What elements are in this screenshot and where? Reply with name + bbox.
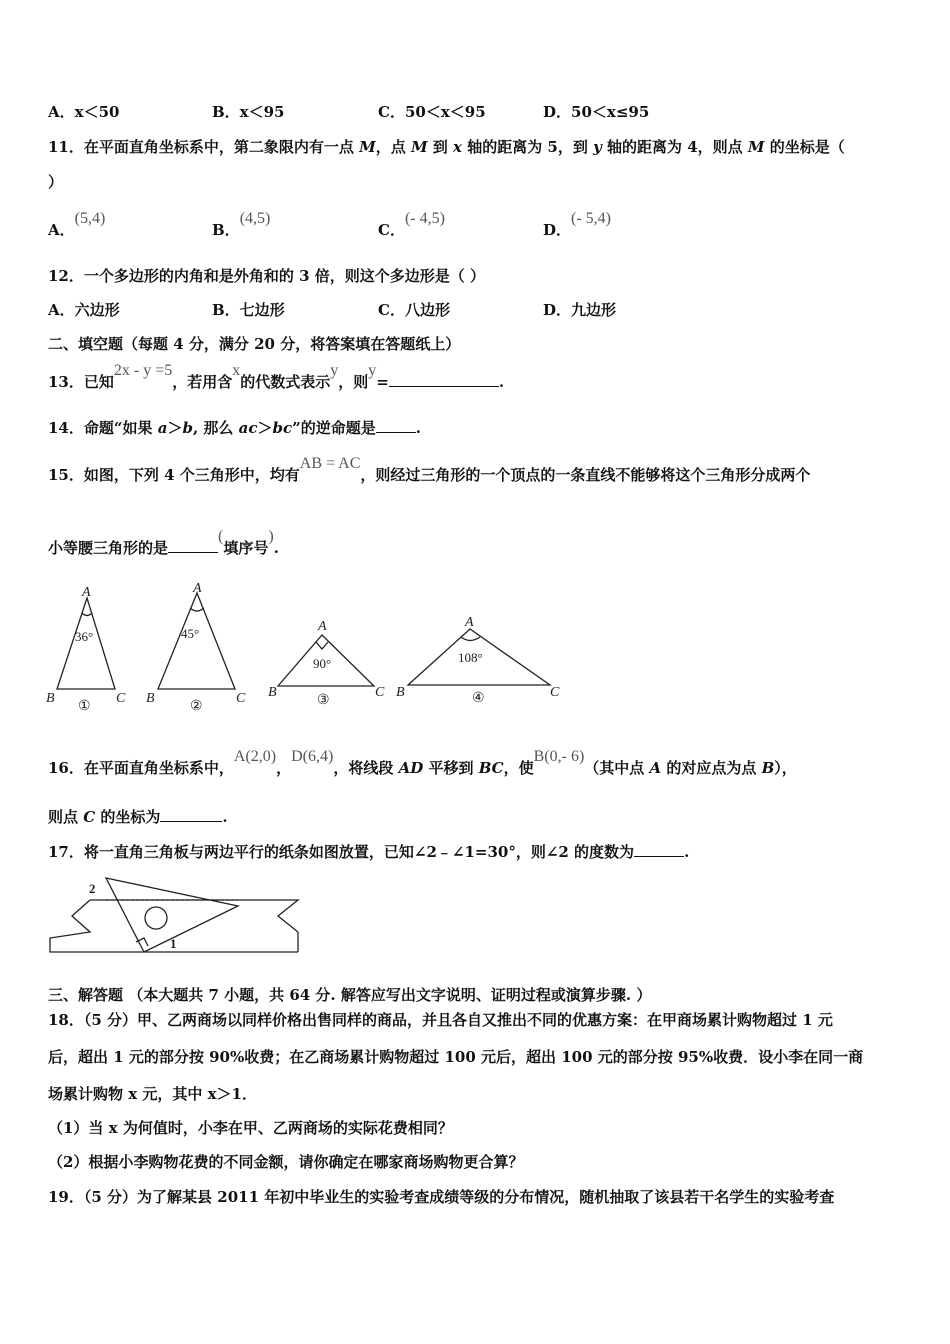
section-3-heading: 三、解答题 （本大题共 7 小题，共 64 分. 解答应写出文字说明、证明过程或演算步骤. ） [48,986,652,1004]
q12-stem: 12．一个多边形的内角和是外角和的 3 倍，则这个多边形是（ ） [48,267,485,285]
q16-answer-blank [160,807,222,822]
q18-part2: （2）根据小李购物花费的不同金额，请你确定在哪家商场购物更合算？ [48,1153,524,1171]
angle-2-label: 2 [89,881,96,896]
q10-option-a: A．x＜50 [48,103,120,121]
q12-option-c: C．八边形 [378,301,450,319]
q14-stem: 14．命题“如果 a＞b, 那么 ac＞bc”的逆命题是 . [48,419,422,437]
q18-stem-line2: 后，超出 1 元的部分按 90%收费；在乙商场累计购物超过 100 元后，超出 100 元的部分按 95%收费．设小李在同一商 [48,1048,864,1066]
q10-option-b: B．x＜95 [212,103,285,121]
q15-stem-line2: 小等腰三角形的是(填序号). [48,528,279,557]
t2-apex: A [193,581,202,596]
q18-stem-line1: 18．（5 分）甲、乙两商场以同样价格出售同样的商品，并且各自又推出不同的优惠方案：在甲商场累计购物超过 1 元 [48,1011,833,1029]
q10-option-c: C．50＜x＜95 [378,103,486,121]
t3-b: B [268,685,277,700]
q11-option-d: D．(- 5,4) [543,210,611,239]
q12-option-a: A．六边形 [48,301,120,319]
q11-stem-close: ） [48,173,64,191]
t4-apex: A [465,615,474,630]
q12-option-b: B．七边形 [212,301,285,319]
q16-stem-line2: 则点 C 的坐标为 . [48,808,228,826]
t4-c: C [550,685,560,700]
q15-answer-blank [168,538,218,553]
q13-stem: 13．已知2x - y =5，若用含x的代数式表示y，则y= . [48,362,505,391]
t4-b: B [396,685,405,700]
q13-answer-blank [389,372,499,387]
q18-stem-line3: 场累计购物 x 元，其中 x＞1． [48,1085,257,1103]
t1-c: C [116,691,126,706]
q18-part1: （1）当 x 为何值时，小李在甲、乙两商场的实际花费相同？ [48,1119,453,1137]
t1-b: B [46,691,55,706]
t3-c: C [375,685,385,700]
angle-arc-2 [190,608,204,611]
t3-apex: A [318,619,327,634]
t1-number: ① [78,699,91,714]
t3-number: ③ [317,693,330,708]
angle-arc-1 [82,613,92,616]
angle-arc-4 [461,637,480,641]
q17-answer-blank [634,842,684,857]
t2-number: ② [190,699,203,714]
q17-strip-figure [40,872,310,964]
t4-number: ④ [472,691,485,706]
t1-angle: 36° [75,629,94,644]
q17-stem: 17．将一直角三角板与两边平行的纸条如图放置，已知∠2﹣∠1=30°，则∠2 的度数为 . [48,843,690,861]
t2-angle: 45° [181,626,200,641]
q19-stem-line1: 19．（5 分）为了解某县 2011 年初中毕业生的实验考查成绩等级的分布情况，随机抽取了该县若干名学生的实验考查 [48,1188,835,1206]
t1-apex: A [82,585,91,600]
set-square-hole [145,907,167,929]
t2-b: B [146,691,155,706]
t4-angle: 108° [458,650,483,665]
q14-answer-blank [376,418,416,433]
q11-option-c: C．(- 4,5) [378,210,445,239]
t3-angle: 90° [313,656,332,671]
q10-option-d: D．50＜x≤95 [543,103,650,121]
triangle-2 [158,593,235,689]
angle-1-label: 1 [170,936,177,951]
q15-stem: 15．如图，下列 4 个三角形中，均有AB = AC，则经过三角形的一个顶点的一条直线不能够将这个三角形分成两个 [48,455,811,484]
q11-stem: 11．在平面直角坐标系中，第二象限内有一点 M，点 M 到 x 轴的距离为 5，到 y 轴的距离为 4，则点 M 的坐标是（ [48,138,845,156]
t2-c: C [236,691,246,706]
section-2-heading: 二、填空题（每题 4 分，满分 20 分，将答案填在答题纸上） [48,335,461,353]
q16-stem: 16．在平面直角坐标系中，A(2,0)，D(6,4)，将线段 AD 平移到 BC，使B(0,- 6)（其中点 A 的对应点为点 B）， [48,748,797,777]
right-angle-mark [316,642,328,649]
q11-option-b: B．(4,5) [212,210,271,239]
q11-option-a: A．(5,4) [48,210,106,239]
q15-triangles-figure [40,578,580,718]
q12-option-d: D．九边形 [543,301,617,319]
